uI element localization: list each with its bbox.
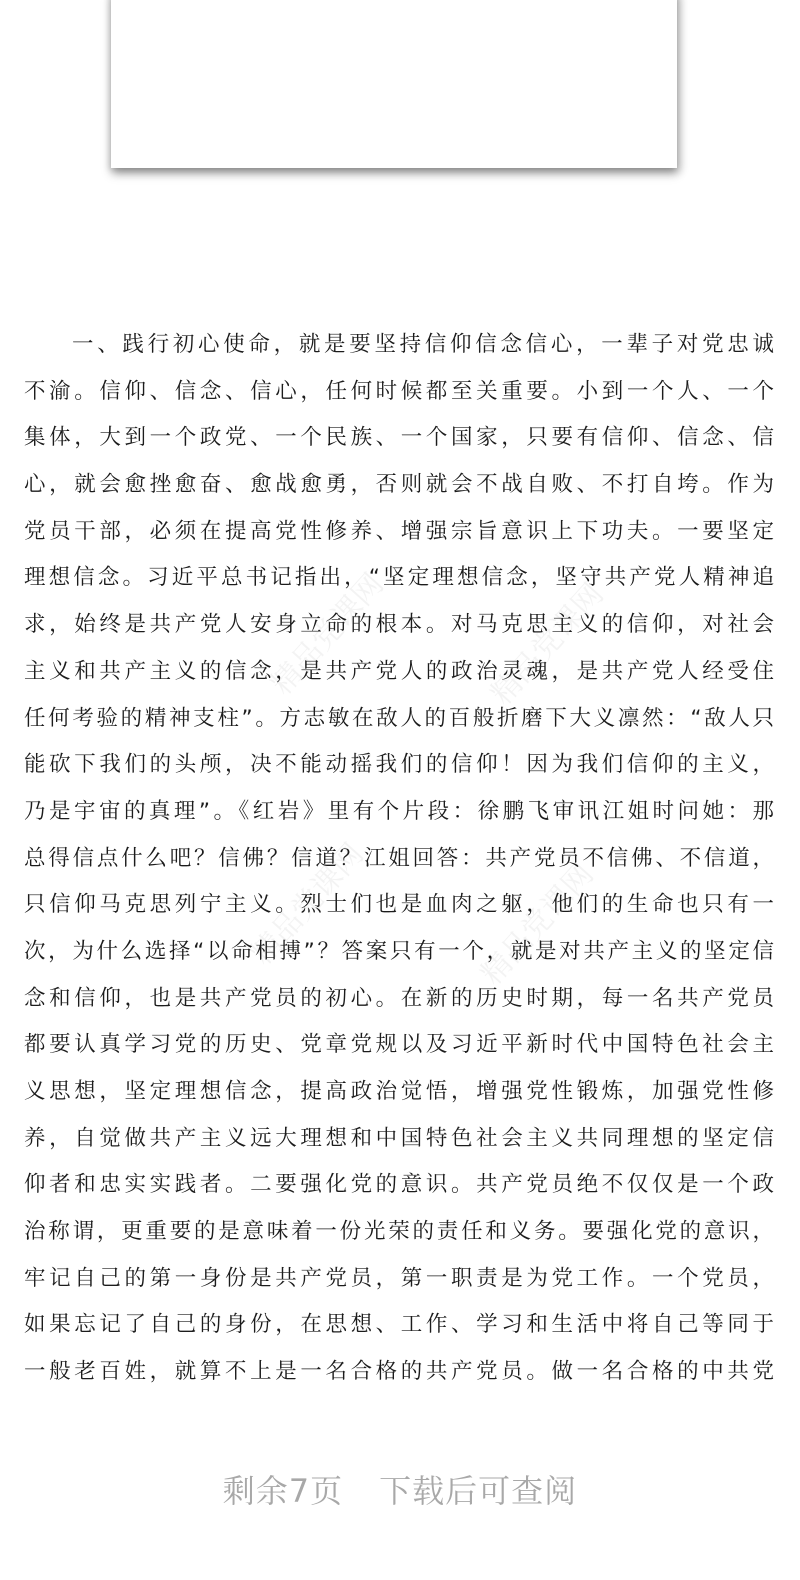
watermark: 精品党课网 — [264, 566, 391, 702]
text-line: 任何考验的精神支柱”。方志敏在敌人的百般折磨下大义凛然：“敌人只 — [24, 705, 774, 731]
text-line: 心，就会愈挫愈奋、愈战愈勇，否则就会不战自败、不打自垮。作为 — [24, 472, 774, 498]
text-line: 仰者和忠实实践者。二要强化党的意识。共产党员绝不仅仅是一个政 — [24, 1172, 774, 1198]
remaining-pages-label: 剩余7页 — [222, 1472, 344, 1510]
text-line: 乃是宇宙的真理”。《红岩》里有个片段：徐鹏飞审讯江姐时问她：那 — [24, 798, 774, 824]
watermark: 精品党课网 — [484, 576, 611, 712]
text-line: 能砍下我们的头颅，决不能动摇我们的信仰！因为我们信仰的主义， — [24, 752, 774, 778]
text-line: 念和信仰，也是共产党员的初心。在新的历史时期，每一名共产党员 — [24, 985, 774, 1011]
text-line: 治称谓，更重要的是意味着一份光荣的责任和义务。要强化党的意识， — [24, 1219, 774, 1245]
text-line: 义思想，坚定理想信念，提高政治觉悟，增强党性锻炼，加强党性修 — [24, 1079, 774, 1104]
text-line: 一、践行初心使命，就是要坚持信仰信念信心，一辈子对党忠诚 — [72, 332, 774, 357]
watermark: 精品党课网 — [244, 836, 371, 972]
text-line: 主义和共产主义的信念，是共产党人的政治灵魂，是共产党人经受住 — [24, 658, 774, 684]
text-line: 养，自觉做共产主义远大理想和中国特色社会主义共同理想的坚定信 — [24, 1125, 774, 1151]
text-line: 次，为什么选择“以命相搏”？答案只有一个，就是对共产主义的坚定信 — [24, 938, 774, 964]
text-line: 只信仰马克思列宁主义。烈士们也是血肉之躯，他们的生命也只有一 — [24, 892, 774, 918]
page-preview-card — [111, 0, 677, 168]
text-line: 求，始终是共产党人安身立命的根本。对马克思主义的信仰，对社会 — [24, 612, 774, 638]
text-line: 不渝。信仰、信念、信心，任何时候都至关重要。小到一个人、一个 — [24, 378, 774, 404]
text-line: 理想信念。习近平总书记指出，“坚定理想信念，坚守共产党人精神追 — [24, 565, 774, 591]
text-line: 党员干部，必须在提高党性修养、增强宗旨意识上下功夫。一要坚定 — [24, 518, 774, 544]
watermark: 精品党课网 — [474, 856, 601, 992]
text-line: 如果忘记了自己的身份，在思想、工作、学习和生活中将自己等同于 — [24, 1312, 774, 1338]
text-line: 集体，大到一个政党、一个民族、一个国家，只要有信仰、信念、信 — [24, 425, 774, 451]
text-line: 都要认真学习党的历史、党章党规以及习近平新时代中国特色社会主 — [24, 1032, 774, 1058]
download-prompt[interactable] — [0, 1466, 800, 1512]
text-line: 牢记自己的第一身份是共产党员，第一职责是为党工作。一个党员， — [24, 1265, 774, 1291]
document-body — [24, 322, 774, 1396]
text-line: 一般老百姓，就算不上是一名合格的共产党员。做一名合格的中共党 — [24, 1359, 774, 1385]
text-line: 总得信点什么吧？信佛？信道？江姐回答：共产党员不信佛、不信道， — [24, 845, 774, 871]
download-to-view-label: 下载后可查阅 — [379, 1472, 578, 1510]
